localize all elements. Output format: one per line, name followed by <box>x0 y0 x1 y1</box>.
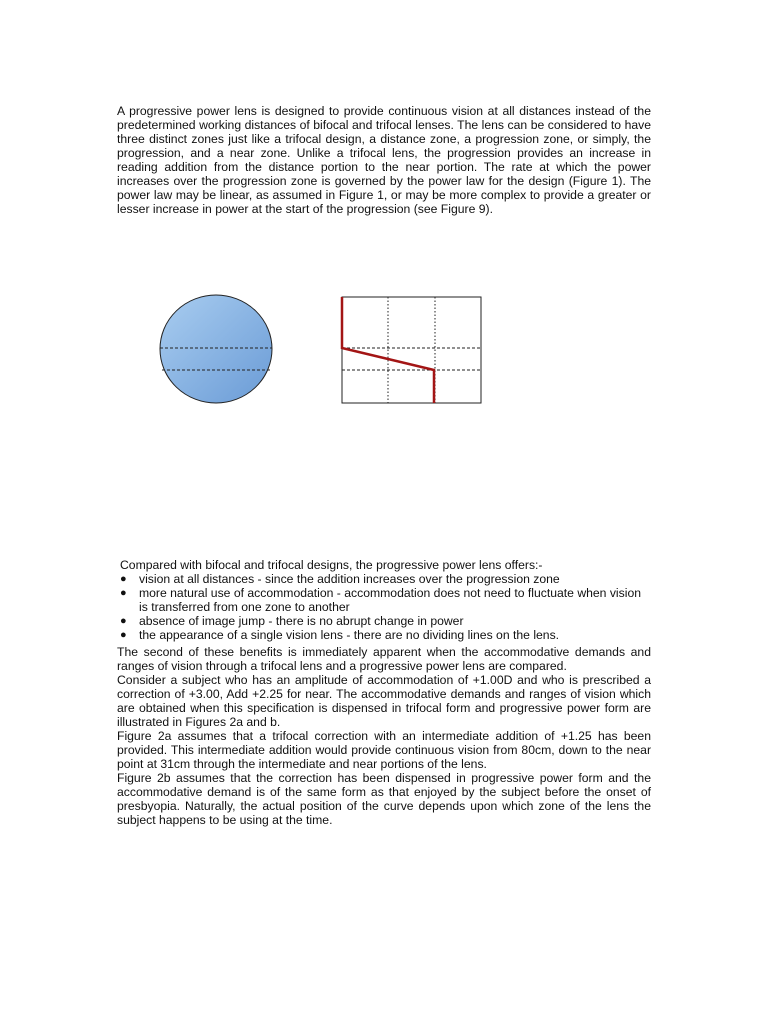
graph-frame <box>342 297 481 403</box>
body-text <box>117 645 651 827</box>
list-item: ● more natural use of accommodation - accommodation does not need to fluctuate when vision is transferred from one zone to another <box>120 586 642 614</box>
body-paragraph: The second of these benefits is immediately apparent when the accommodative demands and ranges of vision through a trifocal lens and a progressive power lens are compared. <box>117 645 651 673</box>
list-item: ● absence of image jump - there is no abrupt change in power <box>120 614 464 628</box>
intro-paragraph: A progressive power lens is designed to provide continuous vision at all distances instead of the predetermined working distances of bifocal and trifocal lenses. The lens can be considered to have three distinct zones just like a trifocal design, a distance zone, a progression zone, or simply, the progression, and a near zone. Unlike a trifocal lens, the progression provides an increase in reading addition from the distance portion to the near portion. The rate at which the power increases over the progression zone is governed by the power law for the design (Figure 1). The power law may be linear, as assumed in Figure 1, or may be more complex to provide a greater or lesser increase in power at the start of the progression (see Figure 9). <box>117 104 651 216</box>
body-paragraph: Figure 2a assumes that a trifocal correction with an intermediate addition of +1.25 has been provided. This intermediate addition would provide continuous vision from 80cm, down to the near point at 31cm through the intermediate and near portions of the lens. <box>117 729 651 771</box>
benefits-list <box>117 572 651 642</box>
bullet-icon: ● <box>120 587 127 599</box>
lens-circle <box>160 295 272 403</box>
body-paragraph: Figure 2b assumes that the correction has been dispensed in progressive power form and the accommodative demand is of the same form as that enjoyed by the subject before the onset of presbyopia. Naturally, the actual position of the curve depends upon which zone of the lens the subject happens to be using at the time. <box>117 771 651 827</box>
lens-diagram <box>160 295 272 403</box>
list-item: ● vision at all distances - since the addition increases over the progression zone <box>120 572 560 586</box>
bullet-icon: ● <box>120 615 127 627</box>
list-item: ● the appearance of a single vision lens - there are no dividing lines on the lens. <box>120 628 560 642</box>
body-paragraph: Consider a subject who has an amplitude of accommodation of +1.00D and who is prescribed a correction of +3.00, Add +2.25 for near. The accommodative demands and ranges of vision which are obtained when this specification is dispensed in trifocal form and progressive power form are illustrated in Figures 2a and b. <box>117 673 651 729</box>
benefits-intro: Compared with bifocal and trifocal designs, the progressive power lens offers:- <box>120 558 543 572</box>
bullet-icon: ● <box>120 573 127 585</box>
power-law-graph <box>342 297 481 403</box>
bullet-icon: ● <box>120 629 127 641</box>
